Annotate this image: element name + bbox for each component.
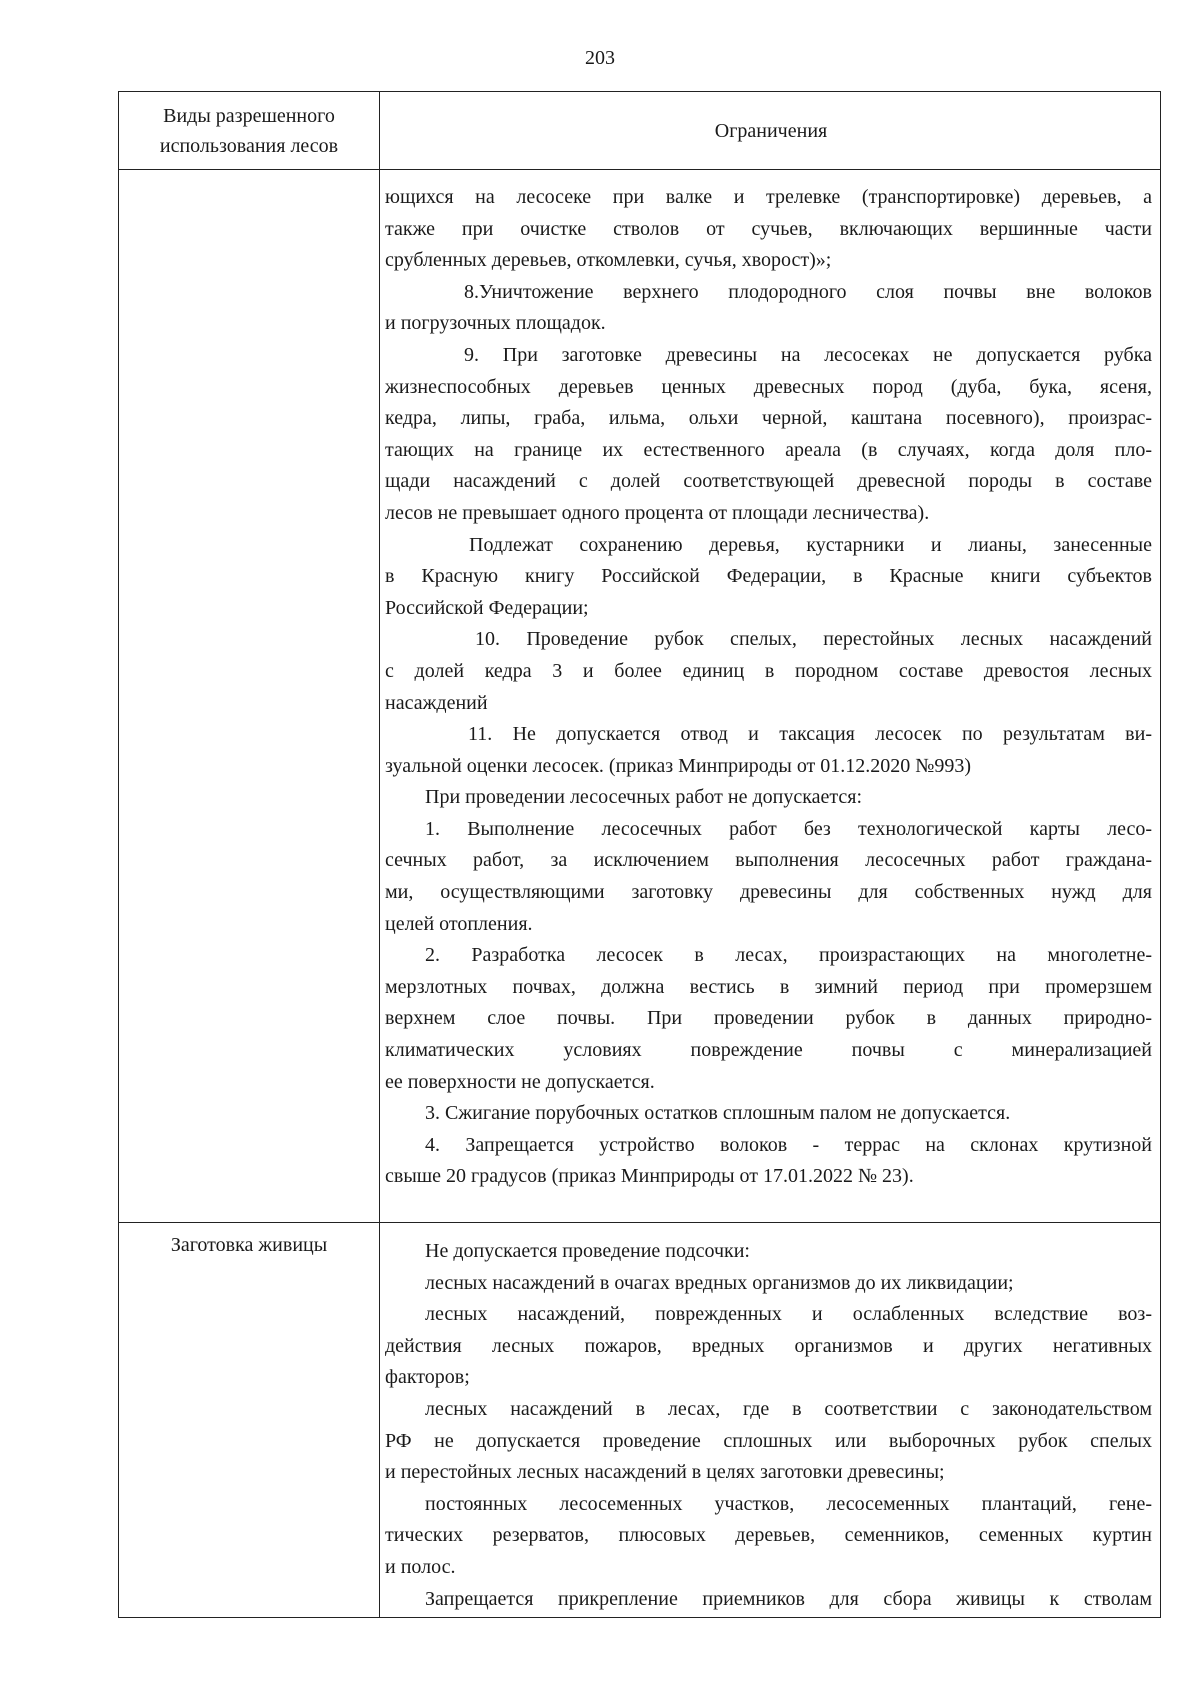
text-line: в Красную книгу Российской Федерации, в Красные книги субъектов [385, 565, 1152, 588]
text-line: свыше 20 градусов (приказ Минприроды от 17.01.2022 № 23). [385, 1165, 914, 1188]
text-line: тающих на границе их естественного ареала (в случаях, когда доля пло- [385, 438, 1152, 461]
text-line: жизнеспособных деревьев ценных древесных пород (дуба, бука, ясеня, [385, 375, 1152, 398]
text-line: действия лесных пожаров, вредных организмов и других негативных [385, 1334, 1152, 1357]
text-line: РФ не допускается проведение сплошных или выборочных рубок спелых [385, 1429, 1152, 1452]
text-line: 4. Запрещается устройство волоков - террас на склонах крутизной [425, 1133, 1152, 1156]
text-line: постоянных лесосеменных участков, лесосеменных плантаций, гене- [425, 1492, 1152, 1515]
text-line: 2. Разработка лесосек в лесах, произрастающих на многолетне- [425, 944, 1152, 967]
header-divider [118, 169, 1161, 170]
row2-restrictions-text [385, 1236, 1152, 1615]
header-usage-types [120, 101, 378, 161]
header-usage-types-line-1: Виды разрешенного [163, 105, 335, 127]
text-line: ми, осуществляющими заготовку древесины для собственных нужд для [385, 881, 1152, 904]
row-divider [118, 1222, 1161, 1223]
text-line: верхнем слое почвы. При проведении рубок в данных природно- [385, 1007, 1152, 1030]
text-line: и полос. [385, 1555, 456, 1578]
page-number: 203 [585, 47, 615, 69]
text-line: тических резерватов, плюсовых деревьев, семенников, семенных куртин [385, 1524, 1152, 1547]
text-line: ее поверхности не допускается. [385, 1070, 655, 1093]
row1-restrictions-text [385, 182, 1152, 1193]
text-line: 3. Сжигание порубочных остатков сплошным палом не допускается. [425, 1102, 1011, 1125]
text-line: насаждений [385, 691, 488, 714]
text-line: и перестойных лесных насаждений в целях заготовки древесины; [385, 1461, 945, 1484]
text-line: срубленных деревьев, откомлевки, сучья, хворост)»; [385, 249, 832, 272]
text-line: зуальной оценки лесосек. (приказ Минприроды от 01.12.2020 №993) [385, 754, 972, 777]
header-restrictions: Ограничения [714, 120, 828, 142]
text-line: с долей кедра 3 и более единиц в породном составе древостоя лесных [385, 659, 1152, 682]
header-usage-types-line-2: использования лесов [159, 135, 339, 157]
text-line: факторов; [385, 1366, 470, 1389]
text-line: щади насаждений с долей соответствующей древесной породы в составе [385, 470, 1152, 493]
text-line: ющихся на лесосеке при валке и трелевке (транспортировке) деревьев, а [385, 186, 1152, 208]
text-line: также при очистке стволов от сучьев, включающих вершинные части [385, 217, 1152, 240]
text-line: климатических условиях повреждение почвы с минерализацией [385, 1039, 1152, 1062]
column-divider [379, 91, 380, 1618]
row2-usage-type: Заготовка живицы [170, 1234, 328, 1256]
text-line: лесных насаждений в очагах вредных организмов до их ликвидации; [425, 1271, 1014, 1294]
text-line: 11. Не допускается отвод и таксация лесосек по результатам ви- [468, 723, 1152, 746]
text-line: 9. При заготовке древесины на лесосеках не допускается рубка [464, 343, 1152, 366]
text-line: лесных насаждений в лесах, где в соответствии с законодательством [425, 1397, 1152, 1420]
text-line: 10. Проведение рубок спелых, перестойных лесных насаждений [475, 628, 1152, 651]
text-line: 1. Выполнение лесосечных работ без технологической карты лесо- [425, 817, 1152, 840]
text-line: мерзлотных почвах, должна вестись в зимний период при промерзшем [385, 975, 1152, 998]
text-line: лесных насаждений, поврежденных и ослабленных вследствие воз- [425, 1303, 1152, 1326]
text-line: 8.Уничтожение верхнего плодородного слоя почвы вне волоков [464, 280, 1152, 303]
text-line: Российской Федерации; [385, 596, 589, 619]
text-line: кедра, липы, граба, ильма, ольхи черной, каштана посевного), произрас- [385, 407, 1152, 430]
text-line: Запрещается прикрепление приемников для сбора живицы к стволам [425, 1587, 1152, 1610]
text-line: Не допускается проведение подсочки: [425, 1240, 750, 1262]
text-line: целей отопления. [385, 912, 533, 935]
text-line: При проведении лесосечных работ не допускается: [425, 786, 863, 809]
text-line: и погрузочных площадок. [385, 312, 606, 335]
text-line: сечных работ, за исключением выполнения лесосечных работ граждана- [385, 849, 1152, 872]
text-line: лесов не превышает одного процента от площади лесничества). [385, 501, 930, 524]
text-line: Подлежат сохранению деревья, кустарники и лианы, занесенные [469, 533, 1152, 556]
